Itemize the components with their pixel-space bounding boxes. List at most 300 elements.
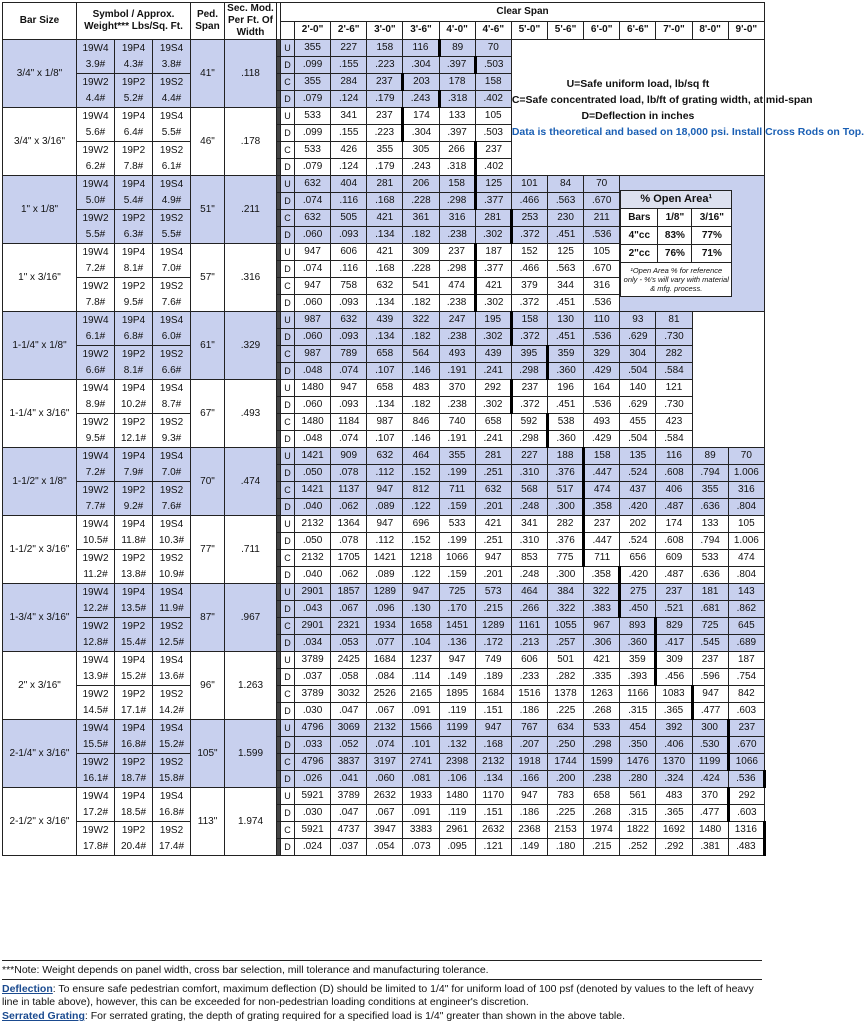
symbol-weight: 7.2# [85,466,106,478]
value-cell: .223 [367,125,403,142]
value-cell: .043 [295,601,331,618]
value-cell: 2425 [331,652,367,669]
symbol-weight: 12.2# [82,602,109,614]
symbol-weight: 4.4# [161,92,182,104]
value-cell: 316 [439,210,475,227]
value-cell: .116 [331,193,367,210]
row-type-cell: D [281,261,295,278]
value-cell: 1364 [331,516,367,533]
value-cell: 2132 [475,754,511,771]
symbol-code: 19W4 [82,790,109,802]
value-cell: .302 [475,329,511,346]
value-cell: .794 [692,533,728,550]
value-cell: .099 [295,57,331,74]
value-cell: .026 [295,771,331,788]
value-cell: 517 [547,482,583,499]
value-cell: .670 [584,193,620,210]
bar-size-cell: 2" x 3/16" [3,652,77,720]
value-cell: 947 [295,244,331,261]
symbol-code: 19S4 [159,586,184,598]
load-table [2,2,864,856]
value-cell: .201 [475,499,511,516]
symbol-code: 19P2 [121,144,146,156]
symbol-cell [115,244,153,278]
value-cell: 121 [656,380,692,397]
value-cell: .670 [728,737,764,754]
value-cell: 379 [511,278,547,295]
sec-mod-cell: .316 [225,244,277,312]
table-row [3,176,765,193]
value-cell: 206 [403,176,439,193]
value-cell: .146 [403,431,439,448]
value-cell: 341 [331,108,367,125]
symbol-cell [115,176,153,210]
value-cell: .447 [584,533,620,550]
open-area-cell: 83% [658,227,692,245]
value-cell: .091 [403,805,439,822]
open-area-cell: 2"cc [621,245,658,263]
value-cell: 3837 [331,754,367,771]
value-cell: .024 [295,839,331,856]
span-header: 3'-6" [403,21,439,40]
bar-size-cell: 1-1/2" x 3/16" [3,516,77,584]
sec-mod-cell: 1.263 [225,652,277,720]
value-cell: 116 [403,40,439,57]
value-cell: .324 [656,771,692,788]
value-cell: 187 [728,652,764,669]
value-cell: 533 [584,720,620,737]
symbol-weight: 7.0# [161,262,182,274]
open-area-cell: 71% [692,245,732,263]
symbol-weight: 8.1# [123,262,144,274]
value-cell: 632 [367,278,403,295]
symbol-cell [115,312,153,346]
value-cell: .168 [367,193,403,210]
value-cell: 188 [547,448,583,465]
value-cell: 359 [547,346,583,363]
value-cell: .504 [620,431,656,448]
value-cell: .180 [547,839,583,856]
value-cell: .199 [439,533,475,550]
symbol-weight: 6.2# [85,160,106,172]
symbol-weight: 4.9# [161,194,182,206]
value-cell: .429 [584,431,620,448]
row-type-cell: D [281,805,295,822]
symbol-weight: 16.8# [158,806,185,818]
value-cell: 1289 [367,584,403,601]
value-cell: .099 [295,125,331,142]
value-cell: 421 [475,278,511,295]
value-cell: .477 [692,805,728,822]
value-cell: 341 [511,516,547,533]
value-cell: 1516 [511,686,547,703]
value-cell: .730 [656,397,692,414]
value-cell: 645 [728,618,764,635]
symbol-cell [115,380,153,414]
value-cell: .089 [367,499,403,516]
symbol-cell [77,176,115,210]
symbol-code: 19P4 [121,790,146,802]
table-row [3,414,765,431]
value-cell: 464 [403,448,439,465]
symbol-weight: 18.7# [120,772,147,784]
value-cell: 282 [547,516,583,533]
symbol-code: 19P2 [121,416,146,428]
value-cell: 483 [403,380,439,397]
value-cell: .048 [295,363,331,380]
value-cell: 609 [656,550,692,567]
value-cell: .335 [584,669,620,686]
symbol-code: 19S2 [159,76,184,88]
symbol-code: 19S2 [159,552,184,564]
table-row [3,346,765,363]
value-cell: 1421 [295,482,331,499]
value-cell: 439 [475,346,511,363]
symbol-cell [153,414,191,448]
value-cell: 158 [584,448,620,465]
value-cell: 253 [511,210,547,227]
symbol-weight: 9.2# [123,500,144,512]
value-cell: 1083 [656,686,692,703]
symbol-code: 19P2 [121,552,146,564]
value-cell: 174 [656,516,692,533]
value-cell: .101 [403,737,439,754]
value-cell: .365 [656,703,692,720]
value-cell: 658 [367,380,403,397]
value-cell: 842 [728,686,764,703]
symbol-cell [77,142,115,176]
table-row [3,448,765,465]
value-cell: 3789 [331,788,367,805]
value-cell: 281 [367,176,403,193]
value-cell: .804 [728,499,764,516]
value-cell: 696 [403,516,439,533]
value-cell: .252 [620,839,656,856]
value-cell: .151 [475,805,511,822]
symbol-weight: 15.2# [120,670,147,682]
value-cell: .132 [439,737,475,754]
symbol-code: 19W2 [82,824,109,836]
value-cell: 893 [620,618,656,635]
value-cell: .536 [584,295,620,312]
value-cell: .060 [367,771,403,788]
value-cell: 1822 [620,822,656,839]
value-cell: 1137 [331,482,367,499]
value-cell: .030 [295,805,331,822]
symbol-weight: 13.6# [158,670,185,682]
value-cell: .146 [403,363,439,380]
value-cell: .372 [511,397,547,414]
value-cell: 533 [439,516,475,533]
value-cell: 1.006 [728,465,764,482]
value-cell: 178 [439,74,475,91]
value-cell: 987 [367,414,403,431]
value-cell: 1066 [728,754,764,771]
bar-size-cell: 2-1/2" x 3/16" [3,788,77,856]
value-cell: 455 [620,414,656,431]
symbol-code: 19S2 [159,348,184,360]
symbol-weight: 17.2# [82,806,109,818]
symbol-cell [153,244,191,278]
value-cell: 158 [439,176,475,193]
symbol-weight: 8.9# [85,398,106,410]
value-cell: .186 [511,805,547,822]
value-cell: 1480 [439,788,475,805]
span-spacer [281,21,295,40]
value-cell: 789 [331,346,367,363]
value-cell: .078 [331,465,367,482]
value-cell: 812 [403,482,439,499]
symbol-weight: 9.3# [161,432,182,444]
value-cell: .243 [403,91,439,108]
symbol-weight: 6.6# [161,364,182,376]
value-cell: 392 [656,720,692,737]
row-type-cell: C [281,822,295,839]
value-cell: .213 [511,635,547,652]
value-cell: 158 [367,40,403,57]
value-cell: .376 [547,533,583,550]
symbol-weight: 7.8# [85,296,106,308]
value-cell: 3947 [367,822,403,839]
symbol-code: 19P2 [121,348,146,360]
value-cell: 658 [367,346,403,363]
value-cell: 158 [475,74,511,91]
value-cell: .268 [584,703,620,720]
value-cell: 281 [475,448,511,465]
row-type-cell: U [281,380,295,397]
value-cell: .062 [331,567,367,584]
value-cell: .298 [511,363,547,380]
value-cell: .358 [584,567,620,584]
symbol-weight: 6.8# [123,330,144,342]
value-cell: .228 [403,193,439,210]
value-cell: .077 [367,635,403,652]
row-type-cell: D [281,397,295,414]
value-cell: 775 [547,550,583,567]
blank-area [692,312,764,448]
footnote-divider [2,979,762,980]
value-cell: 493 [584,414,620,431]
symbol-cell [153,754,191,788]
value-cell: .079 [295,91,331,108]
value-cell: .182 [403,227,439,244]
value-cell: .603 [728,703,764,720]
value-cell: .159 [439,567,475,584]
open-area-cell: 77% [692,227,732,245]
row-type-cell: D [281,601,295,618]
value-cell: 421 [367,210,403,227]
open-area-cell: 76% [658,245,692,263]
value-cell: 2132 [295,550,331,567]
value-cell: .250 [547,737,583,754]
symbol-cell [115,686,153,720]
deflection-label: Deflection [2,983,53,995]
serrated-note [2,1010,762,1023]
value-cell: 947 [439,652,475,669]
value-cell: 355 [295,40,331,57]
value-cell: 384 [547,584,583,601]
value-cell: .504 [620,363,656,380]
row-type-cell: D [281,669,295,686]
row-type-cell: D [281,703,295,720]
symbol-cell [153,74,191,108]
symbol-cell [153,448,191,482]
symbol-weight: 15.5# [82,738,109,750]
value-cell: 284 [331,74,367,91]
value-cell: .078 [331,533,367,550]
row-type-cell: U [281,40,295,57]
symbol-cell [77,210,115,244]
value-cell: .170 [439,601,475,618]
symbol-code: 19W2 [82,620,109,632]
value-cell: .199 [439,465,475,482]
row-type-cell: D [281,57,295,74]
value-cell: .191 [439,431,475,448]
row-type-cell: U [281,584,295,601]
symbol-cell [77,74,115,108]
value-cell: 1658 [403,618,439,635]
value-cell: 316 [728,482,764,499]
table-row [3,788,765,805]
value-cell: 1370 [656,754,692,771]
value-cell: 2901 [295,618,331,635]
value-cell: 829 [656,618,692,635]
value-cell: 237 [584,516,620,533]
ped-span-cell: 46" [191,108,225,176]
span-header: 7'-0" [656,21,692,40]
value-cell: 1480 [692,822,728,839]
value-cell: 538 [547,414,583,431]
value-cell: 101 [511,176,547,193]
symbol-cell [77,312,115,346]
value-cell: 846 [403,414,439,431]
table-row [3,618,765,635]
symbol-weight: 3.9# [85,58,106,70]
symbol-weight: 3.8# [161,58,182,70]
symbol-weight: 5.0# [85,194,106,206]
value-cell: .248 [511,499,547,516]
value-cell: .730 [656,329,692,346]
symbol-code: 19W4 [82,518,109,530]
value-cell: 501 [547,652,583,669]
value-cell: .420 [620,499,656,516]
value-cell: 947 [295,278,331,295]
table-row [3,40,765,57]
value-cell: .091 [403,703,439,720]
symbol-weight: 18.5# [120,806,147,818]
ped-span-cell: 57" [191,244,225,312]
value-cell: 1566 [403,720,439,737]
symbol-cell [153,380,191,414]
value-cell: .393 [620,669,656,686]
value-cell: .093 [331,329,367,346]
sec-mod-cell: 1.599 [225,720,277,788]
value-cell: .298 [439,193,475,210]
value-cell: .225 [547,805,583,822]
ped-span-cell: 77" [191,516,225,584]
open-area-cell: 4"cc [621,227,658,245]
symbol-code: 19W4 [82,178,109,190]
value-cell: 1421 [367,550,403,567]
value-cell: .530 [692,737,728,754]
value-cell: 464 [511,584,547,601]
value-cell: 1289 [475,618,511,635]
table-row [3,822,765,839]
value-cell: 1263 [584,686,620,703]
value-cell: 3069 [331,720,367,737]
value-cell: 1.006 [728,533,764,550]
span-header: 9'-0" [728,21,764,40]
value-cell: 2526 [367,686,403,703]
value-cell: .318 [439,159,475,176]
value-cell: .119 [439,805,475,822]
symbol-cell [77,448,115,482]
ped-span-cell: 61" [191,312,225,380]
value-cell: 152 [511,244,547,261]
row-type-cell: D [281,499,295,516]
symbol-weight: 8.7# [161,398,182,410]
value-cell: 493 [439,346,475,363]
value-cell: 454 [620,720,656,737]
value-cell: .093 [331,295,367,312]
value-cell: 606 [331,244,367,261]
value-cell: 533 [295,142,331,159]
value-cell: .149 [511,839,547,856]
symbol-code: 19S2 [159,756,184,768]
symbol-code: 19S4 [159,518,184,530]
value-cell: 725 [439,584,475,601]
legend [511,40,864,176]
value-cell: .536 [584,227,620,244]
value-cell: .304 [403,57,439,74]
value-cell: .487 [656,499,692,516]
value-cell: .030 [295,703,331,720]
value-cell: .060 [295,295,331,312]
value-cell: .089 [367,567,403,584]
symbol-cell [115,346,153,380]
symbol-cell [77,108,115,142]
symbol-cell [115,550,153,584]
value-cell: .477 [692,703,728,720]
symbol-code: 19S4 [159,654,184,666]
span-header: 2'-0" [295,21,331,40]
symbol-weight: 4.3# [123,58,144,70]
value-cell: .191 [439,363,475,380]
value-cell: 947 [475,720,511,737]
symbol-cell [115,720,153,754]
value-cell: .451 [547,397,583,414]
symbol-code: 19S4 [159,722,184,734]
value-cell: .104 [403,635,439,652]
value-cell: 237 [728,720,764,737]
symbol-code: 19P4 [121,314,146,326]
symbol-cell [153,312,191,346]
value-cell: 5921 [295,822,331,839]
row-type-cell: C [281,142,295,159]
value-cell: 533 [295,108,331,125]
value-cell: 474 [728,550,764,567]
value-cell: .603 [728,805,764,822]
value-cell: 275 [620,584,656,601]
row-type-cell: D [281,465,295,482]
value-cell: .629 [620,397,656,414]
value-cell: .322 [547,601,583,618]
symbol-code: 19P2 [121,688,146,700]
value-cell: .155 [331,57,367,74]
value-cell: .503 [475,125,511,142]
sec-mod-cell: .178 [225,108,277,176]
span-header: 5'-0" [511,21,547,40]
